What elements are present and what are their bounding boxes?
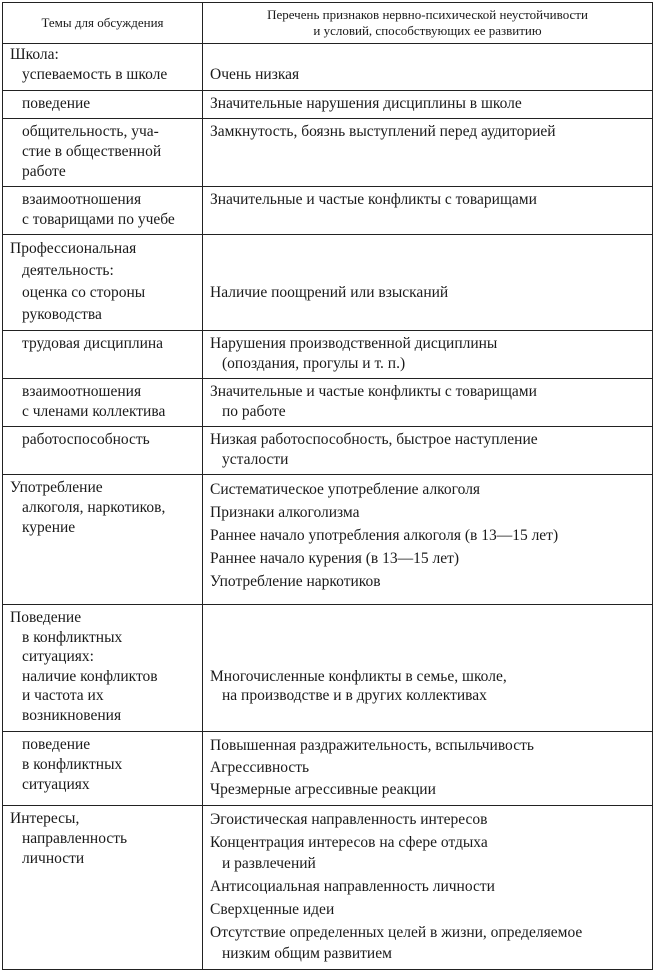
criteria-table [2,2,653,970]
topic-line: деятельность: [22,262,114,279]
sign-line: Эгоистическая направленность интересов [210,811,488,828]
topic-line: и частота их [22,687,104,704]
topic-line: в конфликтных [22,628,123,646]
topic-line: поведение [22,95,91,112]
sign-line: Значительные и частые конфликты с товарищами [210,191,537,208]
topic-line: общительность, уча- [22,123,159,140]
topic-line: курение [22,519,76,536]
topic-cell [3,379,203,427]
sign-line: Замкнутость, боязнь выступлений перед аудиторией [210,123,556,140]
sign-line: Повышенная раздражительность, вспыльчивость [210,737,534,754]
sign-line: низким общим развитием [222,945,392,962]
header-topics [3,3,203,44]
table-row [3,427,653,475]
sign-line: по работе [222,403,286,420]
sign-line: Низкая работоспособность, быстрое наступление [210,431,538,448]
table-row [3,475,653,605]
topic-cell [3,331,203,379]
topic-cell [3,427,203,475]
topic-cell [3,44,203,91]
sign-line: Употребление наркотиков [210,573,381,590]
topic-line: личности [22,850,85,867]
signs-cell [203,331,653,379]
sign-line: Очень низкая [210,66,300,83]
topic-line: оценка со стороны [22,284,146,301]
topic-cell [3,235,203,331]
sign-line: Значительные нарушения дисциплины в школе [210,95,522,112]
topic-line: Поведение [10,609,82,626]
topic-line: в конфликтных [22,756,123,773]
signs-cell [203,44,653,91]
sign-line: Систематическое употребление алкоголя [210,481,481,498]
topic-cell [3,119,203,187]
sign-line: на производстве и в других коллективах [222,687,487,704]
sign-line: усталости [222,451,289,468]
topic-line: работе [22,163,66,180]
topic-line: взаимоотношения [22,383,142,400]
signs-cell [203,605,653,732]
sign-line: и развлечений [222,855,316,872]
topic-line: работоспособность [22,431,150,448]
signs-cell [203,91,653,119]
table-header-row [3,3,653,44]
table-row [3,235,653,331]
topic-line: взаимоотношения [22,191,142,208]
sign-line: Многочисленные конфликты в семье, школе, [210,667,507,685]
header-signs [203,3,653,44]
signs-cell [203,732,653,806]
topic-line: направленность [22,830,128,847]
topic-line: Профессиональная [10,240,137,257]
sign-line: Наличие поощрений или взысканий [210,284,449,301]
topic-cell [3,475,203,605]
topic-line: Школа: [10,46,59,63]
header-topics-label: Темы для обсуждения [41,15,164,30]
topic-line: ситуациях [22,776,90,793]
topic-line: Интересы, [10,810,80,827]
sign-line: (опоздания, прогулы и т. п.) [222,355,406,372]
topic-cell [3,187,203,235]
topic-line: успеваемость в школе [22,66,168,83]
signs-cell [203,475,653,605]
signs-cell [203,119,653,187]
header-signs-line2: и условий, способствующих ее развитию [313,23,542,38]
topic-line: с членами коллектива [22,403,166,420]
topic-line: ситуациях: [22,648,94,665]
topic-cell [3,732,203,806]
topic-line: трудовая дисциплина [22,335,164,352]
signs-cell [203,427,653,475]
topic-line: с товарищами по учебе [22,211,175,228]
table-row [3,605,653,732]
topic-line: поведение [22,736,91,753]
signs-cell [203,379,653,427]
table-row [3,379,653,427]
table-row [3,91,653,119]
topic-cell [3,91,203,119]
header-signs-line1: Перечень признаков нервно-психической неустойчивости [267,7,588,22]
sign-line: Чрезмерные агрессивные реакции [210,781,436,798]
sign-line: Нарушения производственной дисциплины [210,335,498,352]
sign-line: Концентрация интересов на сфере отдыха [210,834,488,851]
signs-cell [203,806,653,970]
signs-cell [203,187,653,235]
sign-line: Отсутствие определенных целей в жизни, определяемое [210,924,583,941]
sign-line: Антисоциальная направленность личности [210,878,495,895]
topic-cell [3,806,203,970]
table-row [3,119,653,187]
table-row [3,732,653,806]
topic-line: стие в общественной [22,143,162,160]
table-row [3,331,653,379]
table-row [3,187,653,235]
topic-line: алкоголя, наркотиков, [22,499,166,516]
sign-line: Значительные и частые конфликты с товарищами [210,383,537,400]
topic-line: наличие конфликтов [22,667,158,685]
sign-line: Признаки алкоголизма [210,504,360,521]
table-row [3,44,653,91]
signs-cell [203,235,653,331]
topic-line: Употребление [10,479,103,496]
sign-line: Агрессивность [210,759,310,776]
topic-line: руководства [22,306,102,323]
table-row [3,806,653,970]
sign-line: Раннее начало употребления алкоголя (в 13—15 лет) [210,527,559,544]
sign-line: Сверхценные идеи [210,901,335,918]
topic-line: возникновения [22,706,122,724]
sign-line: Раннее начало курения (в 13—15 лет) [210,550,460,567]
topic-cell [3,605,203,732]
